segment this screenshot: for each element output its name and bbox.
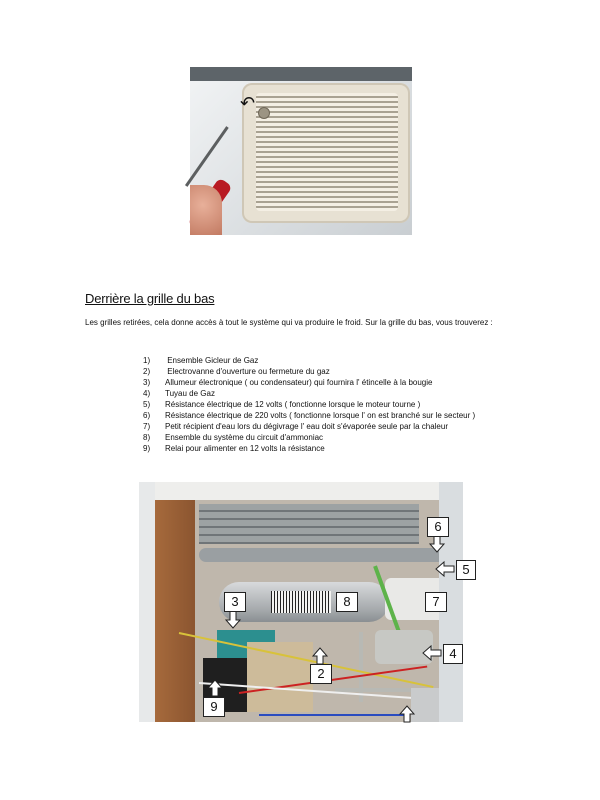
list-item: 7) Petit récipient d'eau lors du dégivrage l' eau doit s'évaporée seule par la chaleur [143, 422, 448, 431]
callout-7: 7 [425, 592, 447, 612]
section-heading: Derrière la grille du bas [85, 291, 215, 306]
callout-3: 3 [224, 592, 246, 612]
grille-removal-photo [190, 67, 412, 235]
callout-9: 9 [203, 697, 225, 717]
callout-2: 2 [310, 664, 332, 684]
callout-5: 5 [456, 560, 476, 580]
list-item: 4) Tuyau de Gaz [143, 389, 215, 398]
list-item: 8) Ensemble du système du circuit d'ammoniac [143, 433, 324, 442]
component-list [143, 355, 475, 454]
hand [190, 185, 222, 235]
rotate-arrow-icon: ↶ [240, 93, 256, 113]
callout-8: 8 [336, 592, 358, 612]
vent-grille [242, 83, 410, 223]
list-item: 2) Electrovanne d'ouverture ou fermeture du gaz [143, 367, 330, 376]
grille-screw [258, 107, 270, 119]
list-item: 1) Ensemble Gicleur de Gaz [143, 356, 259, 365]
callout-arrows [139, 482, 463, 722]
cooling-unit-photo [139, 482, 470, 722]
list-item: 6) Résistance électrique de 220 volts ( fonctionne lorsque l' on est branché sur le secteur ) [143, 411, 476, 420]
callout-6: 6 [427, 517, 449, 537]
list-item: 9) Relai pour alimenter en 12 volts la résistance [143, 444, 325, 453]
intro-paragraph: Les grilles retirées, cela donne accès à tout le système qui va produire le froid. Sur la grille du bas, vous trouverez : [85, 318, 493, 327]
callout-4: 4 [443, 644, 463, 664]
list-item: 5) Résistance électrique de 12 volts ( fonctionne lorsque le moteur tourne ) [143, 400, 421, 409]
list-item: 3) Allumeur électronique ( ou condensateur) qui fournira l' étincelle à la bougie [143, 378, 433, 387]
